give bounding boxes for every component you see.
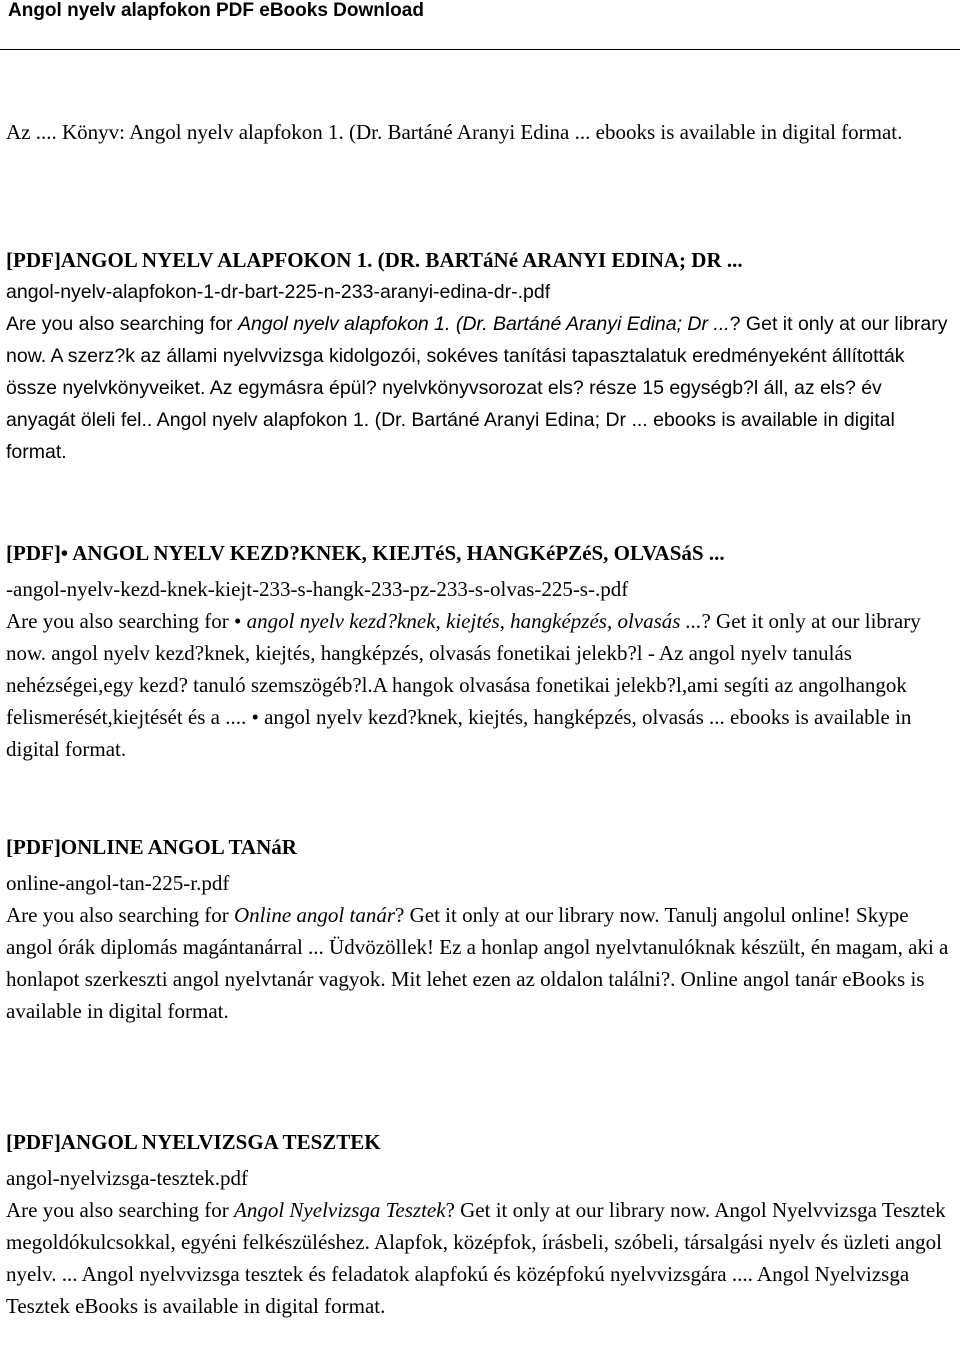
intro-text: Az .... Könyv: Angol nyelv alapfokon 1. (Dr. Bartáné Aranyi Edina ... ebooks is available in digital format. [6, 120, 903, 144]
entry-query: Angol nyelv alapfokon 1. (Dr. Bartáné Aranyi Edina; Dr ... [237, 313, 730, 335]
entry-title[interactable]: [PDF]• ANGOL NYELV KEZD?KNEK, KIEJTéS, HANGKéPZéS, OLVASáS ... [6, 541, 725, 565]
entry-filename: angol-nyelvizsga-tesztek.pdf [6, 1166, 248, 1190]
ebook-entry [6, 244, 951, 468]
ebook-entry [6, 831, 951, 1027]
entry-prefix: Are you also searching for [6, 903, 235, 927]
ebook-entry [6, 537, 951, 765]
entry-prefix: Are you also searching for [6, 313, 238, 335]
entry-suffix: ? Get it only at our library now. Angol Nyelvvizsga Tesztek megoldókulcsokkal, egyéni felkészüléshez. Alapfok, középfok, írásbeli, szóbeli, társalgási nyelv és üzleti angol nyelv. ... Angol nyelvvizsga tesztek és feladatok alapfokú és középfokú nyelvvizsgára .... Angol Nyelvizsga Tesztek eBooks is available in digital format. [6, 1198, 946, 1318]
entry-prefix: Are you also searching for [6, 1198, 235, 1222]
entry-query: Angol Nyelvizsga Tesztek [234, 1198, 446, 1222]
entry-filename: online-angol-tan-225-r.pdf [6, 871, 230, 895]
entry-filename: angol-nyelv-alapfokon-1-dr-bart-225-n-233-aranyi-edina-dr-.pdf [6, 281, 551, 303]
entry-title[interactable]: [PDF]ONLINE ANGOL TANáR [6, 835, 297, 859]
header-divider [0, 49, 960, 50]
page-title: Angol nyelv alapfokon PDF eBooks Download [8, 0, 424, 21]
entry-title[interactable]: [PDF]ANGOL NYELVIZSGA TESZTEK [6, 1130, 381, 1154]
entry-description [6, 308, 951, 468]
entry-suffix: ? Get it only at our library now. angol nyelv kezd?knek, kiejtés, hangképzés, olvasás fonetikai jelekb?l - Az angol nyelv tanulás nehézségei,egy kezd? tanuló szemszögéb?l.A hangok olvasása fonetikai jelekb?l,ami segíti az angolhangok felismerését,kiejtését és a .... • angol nyelv kezd?knek, kiejtés, hangképzés, olvasás ... ebooks is available in digital format. [6, 609, 921, 761]
entry-title[interactable]: [PDF]ANGOL NYELV ALAPFOKON 1. (DR. BARTáNé ARANYI EDINA; DR ... [6, 248, 743, 272]
entry-query: Online angol tanár [234, 903, 396, 927]
entry-query: angol nyelv kezd?knek, kiejtés, hangképzés, olvasás ... [246, 609, 702, 633]
entry-filename: -angol-nyelv-kezd-knek-kiejt-233-s-hangk-233-pz-233-s-olvas-225-s-.pdf [6, 577, 629, 601]
entry-description [6, 605, 951, 765]
entry-suffix: ? Get it only at our library now. A szerz?k az állami nyelvvizsga kidolgozói, sokéves tanítási tapasztalatuk eredményeként állították össze nyelvkönyveiket. Az egymásra épül? nyelvkönyvsorozat els? része 15 egységb?l áll, az els? év anyagát öleli fel.. Angol nyelv alapfokon 1. (Dr. Bartáné Aranyi Edina; Dr ... ebooks is available in digital format. [6, 313, 948, 463]
entry-description [6, 899, 951, 1027]
entry-prefix: Are you also searching for • [6, 609, 247, 633]
entry-suffix: ? Get it only at our library now. Tanulj angolul online! Skype angol órák diplomás magántanárral ... Üdvözöllek! Ez a honlap angol nyelvtanulóknak készült, én magam, aki a honlapot szerkeszti angol nyelvtanár vagyok. Mit lehet ezen az oldalon találni?. Online angol tanár eBooks is available in digital format. [6, 903, 949, 1023]
ebook-entry [6, 1126, 951, 1322]
entry-description [6, 1194, 951, 1322]
